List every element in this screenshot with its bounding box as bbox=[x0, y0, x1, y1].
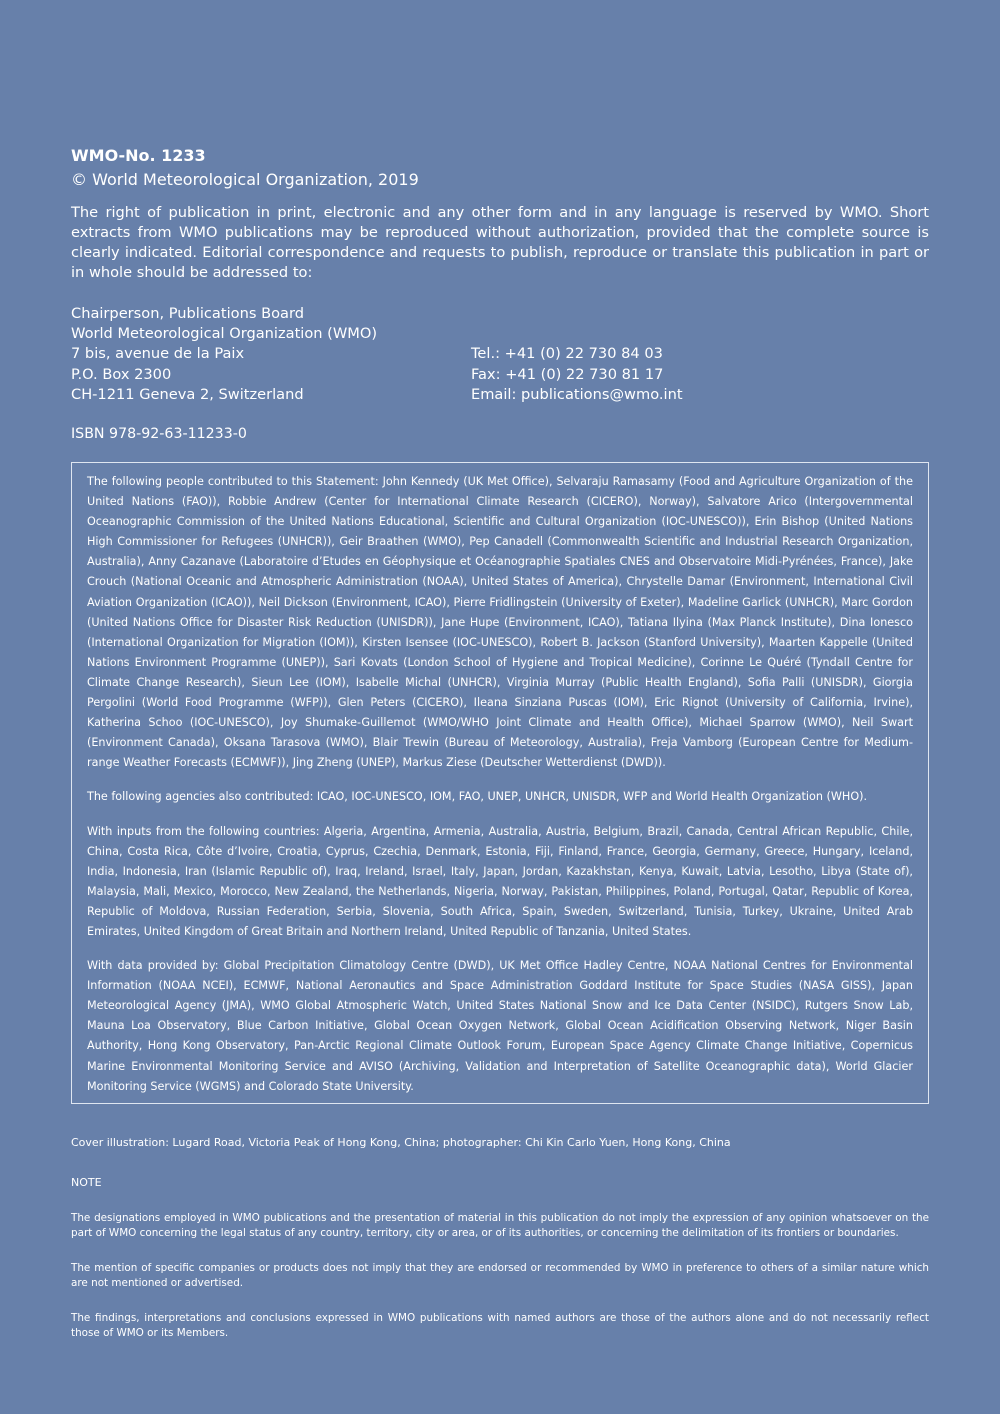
cover-illustration-credit: Cover illustration: Lugard Road, Victoria Peak of Hong Kong, China; photographer: Chi Kin Carlo Yuen, Hong Kong, China bbox=[71, 1135, 731, 1149]
address-line: P.O. Box 2300 bbox=[71, 365, 172, 383]
isbn-number: ISBN 978-92-63-11233-0 bbox=[71, 426, 247, 443]
email-address: Email: publications@wmo.int bbox=[471, 385, 683, 403]
contributors-box bbox=[71, 462, 929, 1104]
address-line: World Meteorological Organization (WMO) bbox=[71, 325, 378, 343]
note-paragraph: The designations employed in WMO publications and the presentation of material in this publication do not imply the expression of any opinion whatsoever on the part of WMO concerning the legal status of any country, territory, city or area, or of its authorities, or concerning the delimitation of its frontiers or boundaries. bbox=[71, 1211, 929, 1239]
address-line: Chairperson, Publications Board bbox=[71, 305, 304, 322]
note-paragraph: The findings, interpretations and conclusions expressed in WMO publications with named authors are those of the authors alone and do not necessarily reflect those of WMO or its Members. bbox=[71, 1311, 929, 1339]
document-number: WMO-No. 1233 bbox=[71, 146, 206, 165]
data-providers: With data provided by: Global Precipitation Climatology Centre (DWD), UK Met Office Hadley Centre, NOAA National Centres for Environmental Information (NOAA NCEI), ECMWF, National Aeronautics and Space Administration Goddard Institute for Space Studies (NASA GISS), Japan Meteorological Agency (JMA), WMO Global Atmospheric Watch, United States National Snow and Ice Data Center (NSIDC), Rutgers Snow Lab, Mauna Loa Observatory, Blue Carbon Initiative, Global Ocean Oxygen Network, Global Ocean Acidification Observing Network, Niger Basin Authority, Hong Kong Observatory, Pan-Arctic Regional Climate Outlook Forum, European Space Agency Climate Change Initiative, Copernicus Marine Environmental Monitoring Service and AVISO (Archiving, Validation and Interpretation of Satellite Oceanographic data), World Glacier Monitoring Service (WGMS) and Colorado State University. bbox=[87, 959, 913, 1093]
address-line: CH-1211 Geneva 2, Switzerland bbox=[71, 385, 304, 403]
rights-statement: The right of publication in print, electronic and any other form and in any language is reserved by WMO. Short extracts from WMO publications may be reproduced without authorization, provided that the complete source is clearly indicated. Editorial correspondence and requests to publish, reproduce or translate this publication in part or in whole should be addressed to: bbox=[71, 204, 929, 281]
note-paragraphs bbox=[71, 1211, 929, 1341]
note-paragraph: The mention of specific companies or products does not imply that they are endorsed or recommended by WMO in preference to others of a similar nature which are not mentioned or advertised. bbox=[71, 1261, 929, 1289]
address-line: 7 bis, avenue de la Paix bbox=[71, 345, 245, 363]
contact-details bbox=[471, 344, 683, 405]
copyright-notice: © World Meteorological Organization, 2019 bbox=[71, 170, 419, 189]
contributing-countries: With inputs from the following countries: Algeria, Argentina, Armenia, Australia, Austria, Belgium, Brazil, Canada, Central African Republic, Chile, China, Costa Rica, Côte d’Ivoire, Croatia, Cyprus, Czechia, Denmark, Estonia, Fiji, Finland, France, Georgia, Germany, Greece, Hungary, Iceland, India, Indonesia, Iran (Islamic Republic of), Iraq, Ireland, Israel, Italy, Japan, Jordan, Kazakhstan, Kenya, Kuwait, Latvia, Lesotho, Libya (State of), Malaysia, Mali, Mexico, Morocco, New Zealand, the Netherlands, Nigeria, Norway, Pakistan, Philippines, Poland, Portugal, Qatar, Republic of Korea, Republic of Moldova, Russian Federation, Serbia, Slovenia, South Africa, Spain, Sweden, Switzerland, Tunisia, Turkey, Ukraine, United Arab Emirates, United Kingdom of Great Britain and Northern Ireland, United Republic of Tanzania, United States. bbox=[87, 824, 913, 938]
contributing-agencies: The following agencies also contributed: ICAO, IOC-UNESCO, IOM, FAO, UNEP, UNHCR, UNISDR, WFP and World Health Organization (WHO). bbox=[87, 790, 868, 804]
note-heading: NOTE bbox=[71, 1175, 102, 1189]
fax-number: Fax: +41 (0) 22 730 81 17 bbox=[471, 365, 664, 383]
publication-imprint-page bbox=[71, 145, 929, 1341]
contributing-people: The following people contributed to this Statement: John Kennedy (UK Met Office), Selvaraju Ramasamy (Food and Agriculture Organization of the United Nations (FAO)), Robbie Andrew (Center for International Climate Research (CICERO), Norway), Salvatore Arico (Intergovernmental Oceanographic Commission of the United Nations Educational, Scientific and Cultural Organization (IOC-UNESCO)), Erin Bishop (United Nations High Commissioner for Refugees (UNHCR)), Geir Braathen (WMO), Pep Canadell (Commonwealth Scientific and Industrial Research Organization, Australia), Anny Cazanave (Laboratoire d’Etudes en Géophysique et Océanographie Spatiales CNES and Observatoire Midi-Pyrénées, France), Jake Crouch (National Oceanic and Atmospheric Administration (NOAA), United States of America), Chrystelle Damar (Environment, International Civil Aviation Organization (ICAO)), Neil Dickson (Environment, ICAO), Pierre Fridlingstein (University of Exeter), Madeline Garlick (UNHCR), Marc Gordon (United Nations Office for Disaster Risk Reduction (UNISDR)), Jane Hupe (Environment, ICAO), Tatiana Ilyina (Max Planck Institute), Dina Ionesco (International Organization for Migration (IOM)), Kirsten Isensee (IOC-UNESCO), Robert B. Jackson (Stanford University), Maarten Kappelle (United Nations Environment Programme (UNEP)), Sari Kovats (London School of Hygiene and Tropical Medicine), Corinne Le Quéré (Tyndall Centre for Climate Change Research), Sieun Lee (IOM), Isabelle Michal (UNHCR), Virginia Murray (Public Health England), Sofia Palli (UNISDR), Giorgia Pergolini (World Food Programme (WFP)), Glen Peters (CICERO), Ileana Sinziana Puscas (IOM), Eric Rignot (University of California, Irvine), Katherina Schoo (IOC-UNESCO), Joy Shumake-Guillemot (WMO/WHO Joint Climate and Health Office), Michael Sparrow (WMO), Neil Swart (Environment Canada), Oksana Tarasova (WMO), Blair Trewin (Bureau of Meteorology, Australia), Freja Vamborg (European Centre for Medium-range Weather Forecasts (ECMWF)), Jing Zheng (UNEP), Markus Ziese (Deutscher Wetterdienst (DWD)). bbox=[87, 475, 913, 770]
postal-address bbox=[71, 304, 929, 405]
telephone-number: Tel.: +41 (0) 22 730 84 03 bbox=[471, 345, 663, 363]
